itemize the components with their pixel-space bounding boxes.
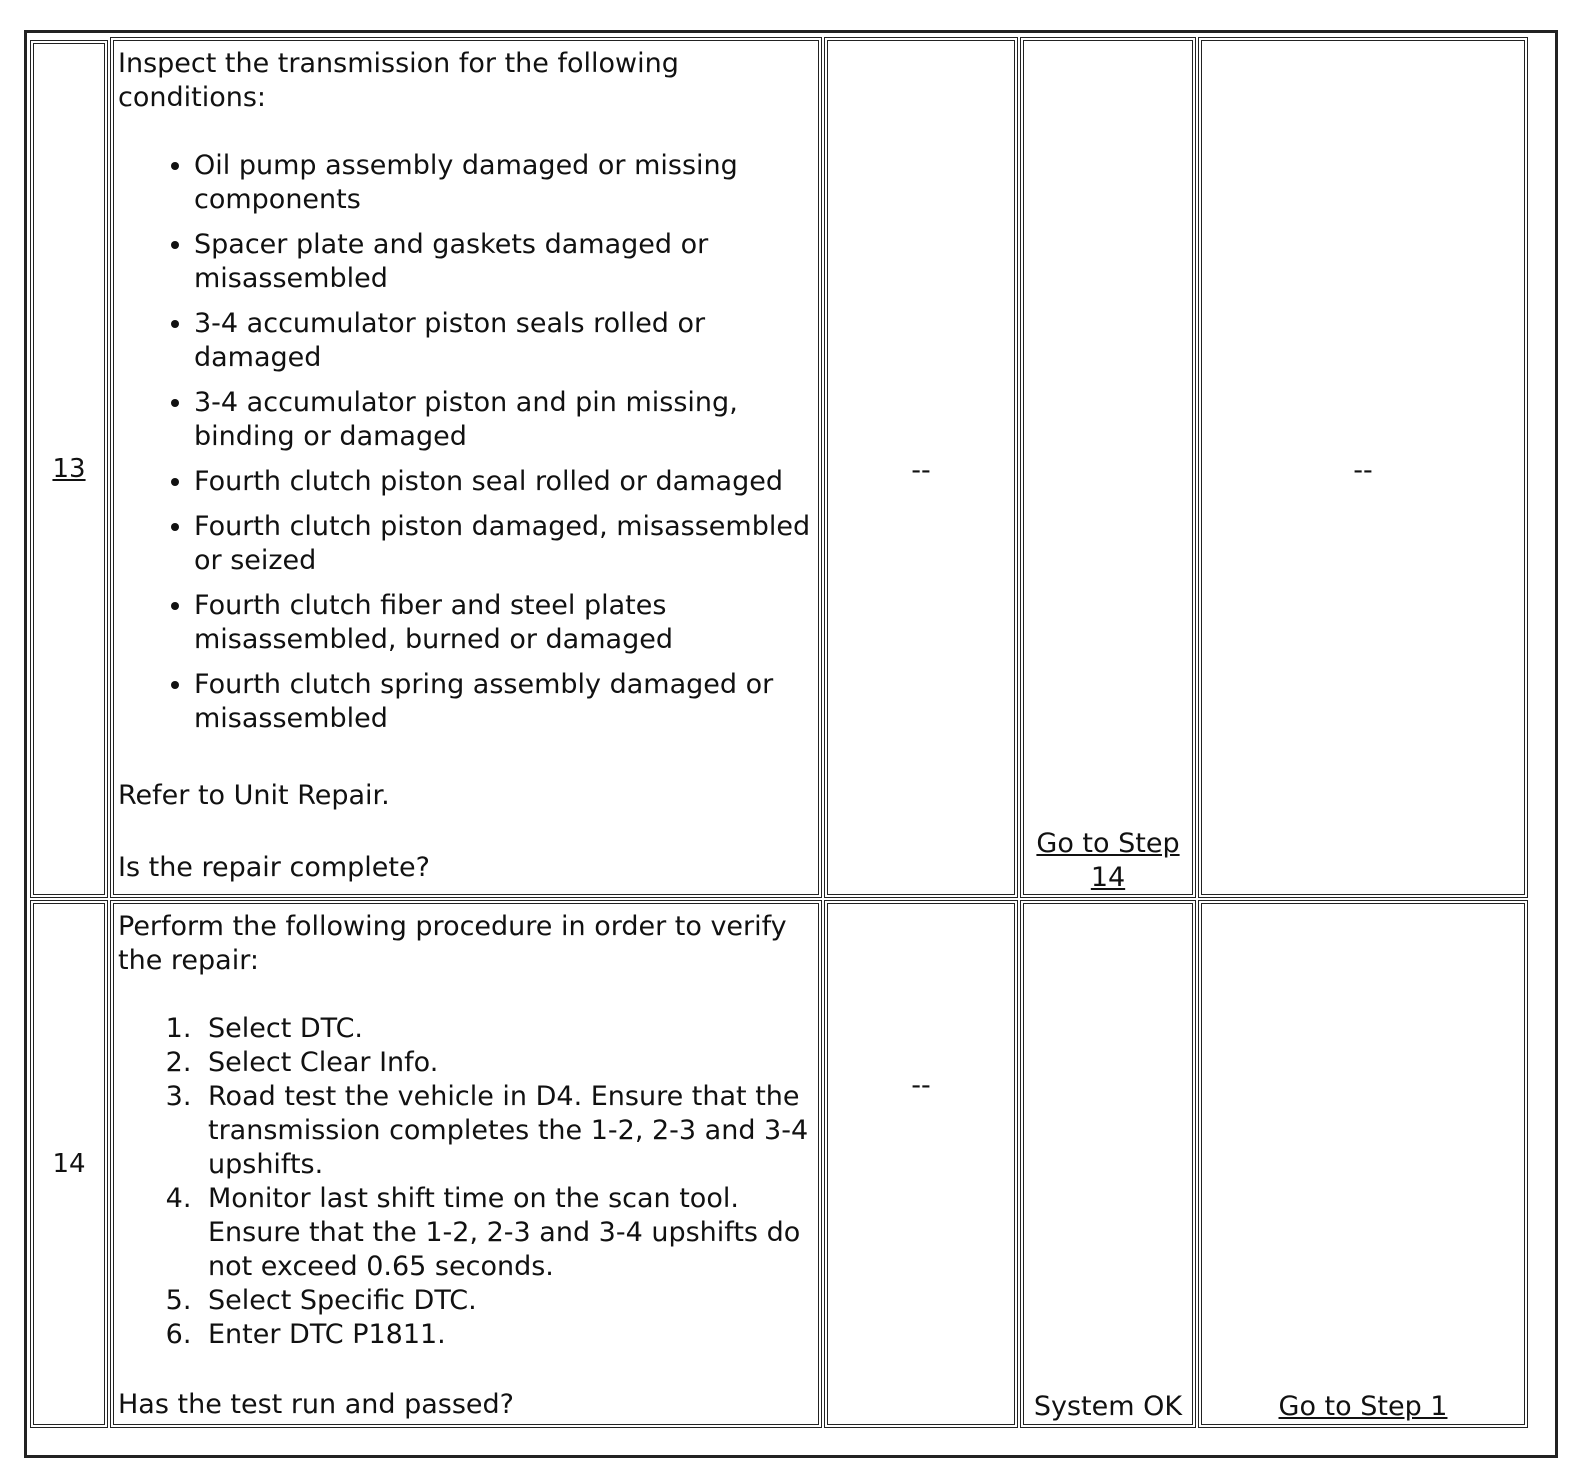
procedure-item: 1. Select DTC. (200, 1012, 814, 1046)
step-13-value: -- (911, 455, 931, 486)
step-14-value-cell (824, 900, 1018, 1428)
step-13-link[interactable]: 13 (52, 454, 86, 484)
procedure-item: 3. Road test the vehicle in D4. Ensure that the transmission completes the 1-2, 2-3 and 3-4 upshifts. (200, 1080, 814, 1182)
procedure-item: 6. Enter DTC P1811. (200, 1318, 814, 1352)
step-13-yes-cell (1020, 37, 1196, 898)
step-number-13[interactable] (30, 40, 108, 898)
condition-item: • Fourth clutch fiber and steel plates misassembled, burned or damaged (194, 589, 814, 657)
condition-item: • Fourth clutch spring assembly damaged or misassembled (194, 668, 814, 736)
step-14-value: -- (911, 1070, 931, 1101)
go-to-step-14-link[interactable]: Go to Step 14 (1036, 828, 1180, 893)
condition-item: • Fourth clutch piston damaged, misassembled or seized (194, 510, 814, 578)
step-13-condition-list (118, 149, 814, 736)
step-13-intro: Inspect the transmission for the following conditions: (118, 48, 679, 113)
system-ok-text: System OK (1033, 1391, 1183, 1422)
condition-item: • Oil pump assembly damaged or missing components (194, 149, 814, 217)
condition-item: • Spacer plate and gaskets damaged or misassembled (194, 228, 814, 296)
step-14-procedure-list (118, 1012, 814, 1352)
step-13-description (110, 37, 822, 898)
step-14-label: 14 (52, 1149, 86, 1179)
step-13-no-cell (1198, 37, 1528, 898)
step-14-question: Has the test run and passed? (118, 1389, 515, 1420)
procedure-item: 4. Monitor last shift time on the scan tool. Ensure that the 1-2, 2-3 and 3-4 upshifts do not exceed 0.65 seconds. (200, 1182, 814, 1284)
condition-item: • 3-4 accumulator piston seals rolled or damaged (194, 307, 814, 375)
step-13-no-value: -- (1353, 455, 1373, 486)
condition-item: • 3-4 accumulator piston and pin missing, binding or damaged (194, 386, 814, 454)
step-14-no-cell (1198, 900, 1528, 1428)
step-13-value-cell (824, 37, 1018, 898)
step-number-14 (30, 900, 108, 1428)
step-13-note: Refer to Unit Repair. (118, 780, 390, 811)
step-14-description (110, 900, 822, 1428)
go-to-step-1-link[interactable]: Go to Step 1 (1278, 1391, 1448, 1422)
step-14-yes-cell (1020, 900, 1196, 1428)
procedure-item: 5. Select Specific DTC. (200, 1284, 814, 1318)
step-14-intro: Perform the following procedure in order to verify the repair: (118, 911, 787, 976)
procedure-item: 2. Select Clear Info. (200, 1046, 814, 1080)
step-13-question: Is the repair complete? (118, 852, 430, 883)
condition-item: • Fourth clutch piston seal rolled or damaged (194, 465, 814, 499)
